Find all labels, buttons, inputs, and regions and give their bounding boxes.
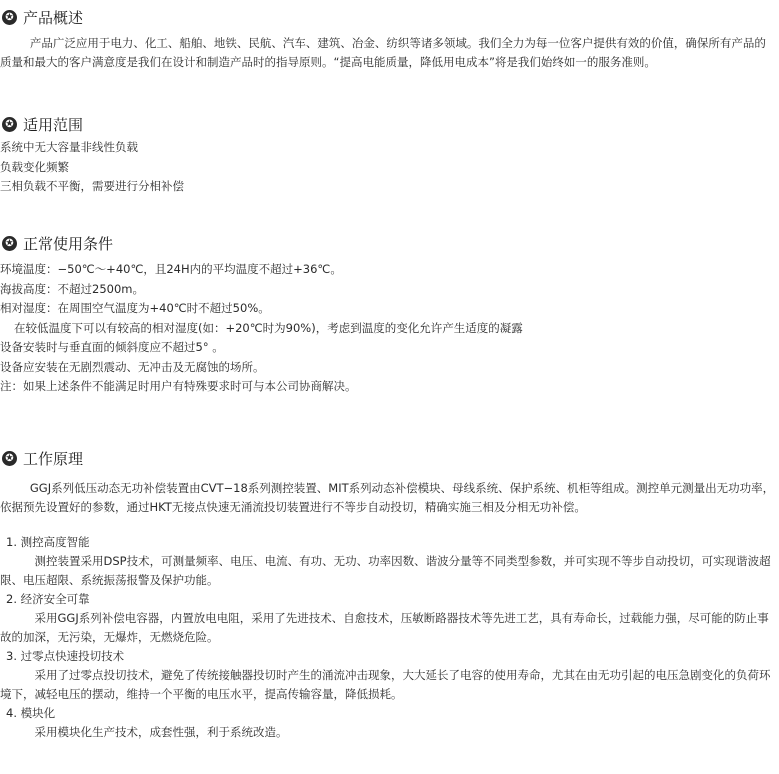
feature-title: 1. 测控高度智能 — [6, 535, 90, 549]
section-heading — [0, 232, 775, 254]
scope-item: 系统中无大容量非线性负载 — [0, 140, 138, 154]
overview-paragraph: 产品广泛应用于电力、化工、船舶、地铁、民航、汽车、建筑、冶金、纺织等诸多领域。我们全力为每一位客户提供有效的价值，确保所有产品的质量和最大的客户满意度是我们在设计和制造产品时的指导原则。“提高电能质量，降低用电成本”将是我们始终如一的服务准则。 — [0, 36, 766, 69]
condition-item: 环境温度：−50℃～+40℃，且24H内的平均温度不超过+36℃。 — [0, 262, 342, 276]
condition-item: 海拔高度：不超过2500m。 — [0, 281, 144, 296]
star-circle-icon: ✪ — [2, 10, 17, 25]
feature-title: 3. 过零点快速投切技术 — [6, 649, 125, 663]
condition-item: 设备安装时与垂直面的倾斜度应不超过5° 。 — [0, 340, 224, 354]
section-heading — [0, 447, 775, 469]
star-circle-icon: ✪ — [2, 236, 17, 251]
feature-body: 采用GGJ系列补偿电容器，内置放电电阻，采用了先进技术、自愈技术，压敏断路器技术等先进工艺，具有寿命长，过载能力强，尽可能的防止事故的加深，无污染，无爆炸，无燃烧危险。 — [0, 611, 769, 644]
feature-title: 2. 经济安全可靠 — [6, 592, 90, 606]
scope-item: 负载变化频繁 — [0, 159, 69, 174]
feature-body: 测控装置采用DSP技术，可测量频率、电压、电流、有功、无功、功率因数、谐波分量等不同类型参数，并可实现不等步自动投切，可实现谐波超限、电压超限、系统振荡报警及保护功能。 — [0, 554, 771, 587]
section-title: 产品概述 — [23, 8, 84, 27]
condition-item: 相对湿度：在周围空气温度为+40℃时不超过50%。 — [0, 301, 270, 315]
feature-body: 采用了过零点投切技术，避免了传统接触器投切时产生的涌流冲击现象，大大延长了电容的使用寿命，尤其在由无功引起的电压急剧变化的负荷环境下，减轻电压的摆动，维持一个平衡的电压水平，提高传输容量，降低损耗。 — [0, 668, 771, 701]
feature-list — [0, 533, 775, 742]
star-circle-icon: ✪ — [2, 451, 17, 466]
section-title: 正常使用条件 — [23, 234, 114, 253]
section-scope — [0, 113, 775, 197]
condition-item: 在较低温度下可以有较高的相对湿度(如：+20℃时为90%)，考虑到温度的变化允许产生适度的凝露 — [14, 320, 523, 335]
principle-intro: GGJ系列低压动态无功补偿装置由CVT−18系列测控装置、MIT系列动态补偿模块、母线系统、保护系统、机柜等组成。测控单元测量出无功功率，依据预先设置好的参数，通过HKT无接点快速无涌流投切装置进行不等步自动投切，精确实施三相及分相无功补偿。 — [0, 481, 775, 514]
section-title: 工作原理 — [23, 449, 84, 468]
feature-body: 采用模块化生产技术，成套性强，利于系统改造。 — [34, 725, 288, 739]
section-overview — [0, 6, 775, 72]
feature-title: 4. 模块化 — [6, 706, 56, 720]
section-heading — [0, 113, 775, 135]
scope-item: 三相负载不平衡，需要进行分相补偿 — [0, 179, 184, 193]
star-circle-icon: ✪ — [2, 117, 17, 132]
section-conditions — [0, 232, 775, 397]
section-title: 适用范围 — [23, 115, 84, 134]
section-principle — [0, 447, 775, 742]
section-heading — [0, 6, 775, 28]
condition-item: 设备应安装在无剧烈震动、无冲击及无腐蚀的场所。 — [0, 359, 265, 374]
condition-note: 注：如果上述条件不能满足时用户有特殊要求时可与本公司协商解决。 — [0, 379, 357, 393]
